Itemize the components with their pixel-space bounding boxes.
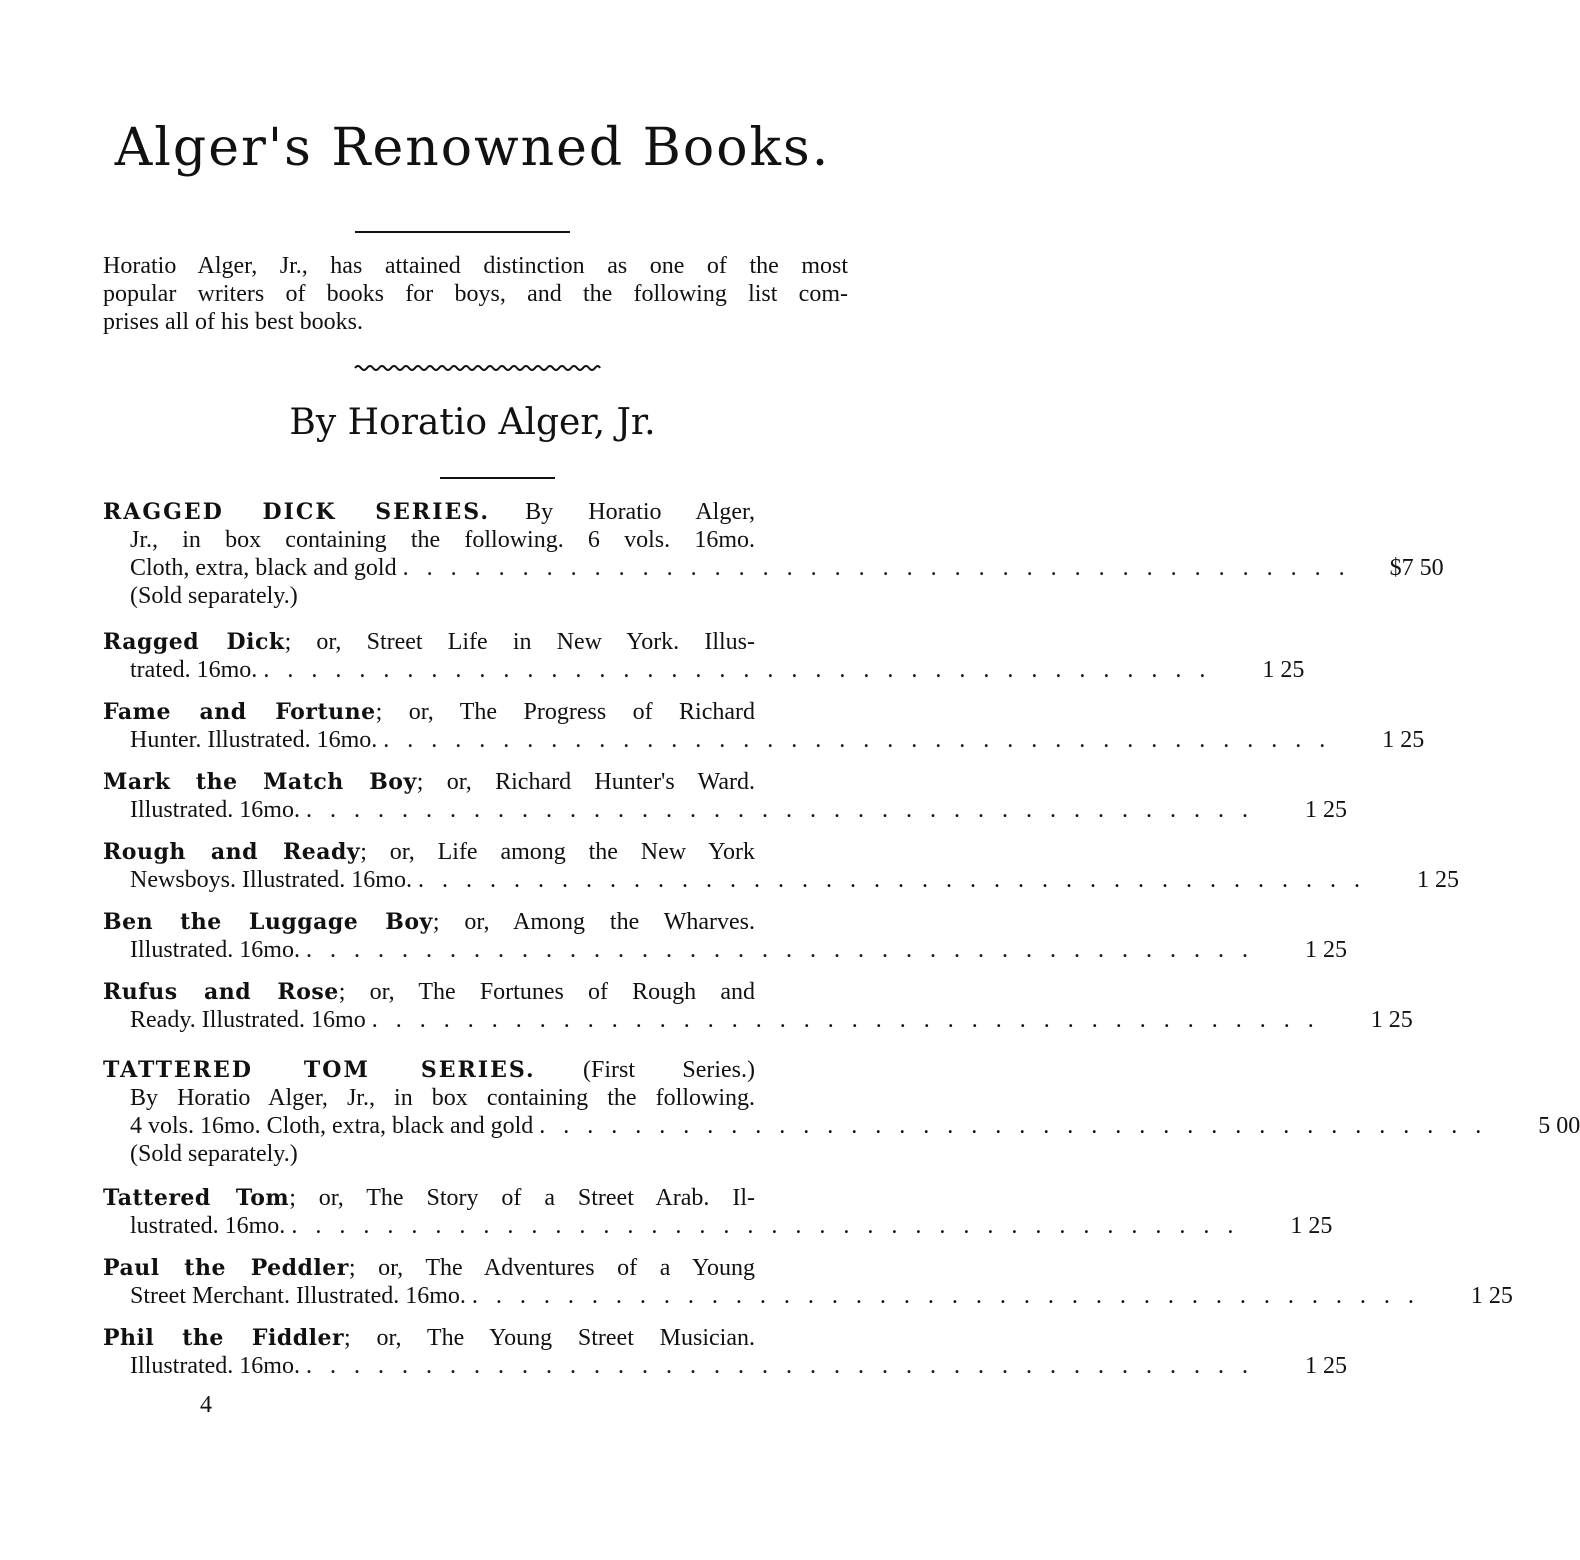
book-entry	[103, 908, 1347, 964]
entry-description: ; or, The Story of a Street Arab. Il-	[289, 1185, 755, 1211]
entry-text: Hunter. Illustrated. 16mo.	[130, 727, 378, 753]
entry-line	[103, 498, 848, 526]
book-title: Ben the Luggage Boy	[103, 909, 433, 935]
entry-text: Illustrated. 16mo.	[130, 1353, 300, 1379]
price: 1 25	[1382, 727, 1425, 753]
entry-text: By Horatio Alger, Jr., in box containing the following.	[130, 1085, 755, 1111]
entry-first-line	[103, 1056, 755, 1084]
entry-description: ; or, The Adventures of a Young	[348, 1255, 755, 1281]
entry-text: lustrated. 16mo.	[130, 1213, 286, 1239]
entry-first-line	[103, 838, 755, 866]
entry-text: trated. 16mo.	[130, 657, 258, 683]
price: 1 25	[1304, 1353, 1347, 1379]
entry-line	[103, 796, 1347, 824]
entry-first-line	[103, 978, 755, 1006]
intro-paragraph	[103, 252, 848, 336]
series-entry	[103, 498, 1444, 610]
book-title: Tattered Tom	[103, 1185, 290, 1211]
entry-first-line	[103, 768, 755, 796]
entry-line	[103, 698, 848, 726]
entry-first-line	[103, 1184, 755, 1212]
dot-leader: . . . . . . . . . . . . . . . . . . . . . . . . . . . . . . . . . . . . . . . .	[402, 555, 1351, 581]
price: 1 25	[1370, 1007, 1413, 1033]
entry-line	[103, 1140, 848, 1168]
entry-line	[103, 838, 848, 866]
book-title: Phil the Fiddler	[103, 1325, 345, 1351]
price: 5 00	[1538, 1113, 1580, 1139]
sold-separately-note: (Sold separately.)	[130, 583, 298, 609]
page-number: 4	[200, 1392, 212, 1418]
entry-line	[103, 1056, 848, 1084]
entry-first-line	[103, 1324, 755, 1352]
dot-leader: . . . . . . . . . . . . . . . . . . . . . . . . . . . . . . . . . . . . . . . .	[305, 937, 1254, 963]
book-entry	[103, 1324, 1347, 1380]
dot-leader: . . . . . . . . . . . . . . . . . . . . . . . . . . . . . . . . . . . . . . . .	[383, 727, 1332, 753]
entry-line	[103, 866, 1459, 894]
book-title: Rufus and Rose	[103, 979, 339, 1005]
entry-line	[103, 1212, 1333, 1240]
dot-leader: . . . . . . . . . . . . . . . . . . . . . . . . . . . . . . . . . . . . . . . .	[471, 1283, 1420, 1309]
entry-text: Newsboys. Illustrated. 16mo.	[130, 867, 412, 893]
author-heading: By Horatio Alger, Jr.	[289, 402, 656, 443]
book-entry	[103, 628, 1305, 684]
price: 1 25	[1416, 867, 1459, 893]
entry-line	[103, 1006, 1413, 1034]
entry-line	[103, 1352, 1347, 1380]
entry-description: (First Series.)	[535, 1057, 756, 1083]
book-entry	[103, 768, 1347, 824]
book-title: Paul the Peddler	[103, 1255, 349, 1281]
entry-line	[103, 978, 848, 1006]
book-entry	[103, 838, 1459, 894]
entry-first-line	[103, 908, 755, 936]
book-entry	[103, 978, 1413, 1034]
entry-line	[103, 582, 848, 610]
wavy-ornament	[355, 362, 600, 374]
entry-first-line	[103, 498, 755, 526]
dot-leader: . . . . . . . . . . . . . . . . . . . . . . . . . . . . . . . . . . . . . . . .	[305, 797, 1254, 823]
entry-line	[103, 908, 848, 936]
entry-text: Illustrated. 16mo.	[130, 797, 300, 823]
entry-description: ; or, The Progress of Richard	[375, 699, 755, 725]
subtitle-rule	[440, 477, 555, 479]
sold-separately-note: (Sold separately.)	[130, 1141, 298, 1167]
price: 1 25	[1290, 1213, 1333, 1239]
entry-description: ; or, The Fortunes of Rough and	[338, 979, 755, 1005]
book-title: TATTERED TOM SERIES.	[103, 1057, 536, 1083]
intro-line: popular writers of books for boys, and the following list com-	[103, 281, 848, 307]
book-entry	[103, 698, 1425, 754]
entry-line	[103, 1184, 848, 1212]
entry-description: ; or, Among the Wharves.	[432, 909, 755, 935]
entry-line	[103, 1254, 848, 1282]
title-rule	[355, 231, 570, 233]
entry-description: ; or, The Young Street Musician.	[344, 1325, 755, 1351]
entry-line	[103, 1084, 848, 1112]
entry-text: Illustrated. 16mo.	[130, 937, 300, 963]
dot-leader: . . . . . . . . . . . . . . . . . . . . . . . . . . . . . . . . . . . . . . . .	[539, 1113, 1488, 1139]
book-title: Ragged Dick	[103, 629, 285, 655]
price: 1 25	[1262, 657, 1305, 683]
entry-line	[103, 554, 1444, 582]
entry-line	[103, 656, 1305, 684]
entry-text: Jr., in box containing the following. 6 vols. 16mo.	[130, 527, 755, 553]
price: 1 25	[1304, 797, 1347, 823]
entry-first-line	[103, 698, 755, 726]
book-title: Rough and Ready	[103, 839, 361, 865]
entry-description: ; or, Street Life in New York. Illus-	[284, 629, 755, 655]
intro-line: prises all of his best books.	[103, 309, 363, 335]
dot-leader: . . . . . . . . . . . . . . . . . . . . . . . . . . . . . . . . . . . . . . . .	[291, 1213, 1240, 1239]
entry-line	[103, 1324, 848, 1352]
dot-leader: . . . . . . . . . . . . . . . . . . . . . . . . . . . . . . . . . . . . . . . .	[263, 657, 1212, 683]
entry-text: Street Merchant. Illustrated. 16mo.	[130, 1283, 466, 1309]
price: 1 25	[1470, 1283, 1513, 1309]
entry-first-line	[103, 1254, 755, 1282]
entry-line	[103, 726, 1425, 754]
intro-line: Horatio Alger, Jr., has attained distinction as one of the most	[103, 253, 848, 279]
series-entry	[103, 1056, 1580, 1168]
entry-text: 4 vols. 16mo. Cloth, extra, black and gold	[130, 1113, 534, 1139]
dot-leader: . . . . . . . . . . . . . . . . . . . . . . . . . . . . . . . . . . . . . . . .	[305, 1353, 1254, 1379]
book-title: Fame and Fortune	[103, 699, 376, 725]
entry-line	[103, 768, 848, 796]
entry-line	[103, 526, 848, 554]
entry-first-line	[103, 628, 755, 656]
entry-description: By Horatio Alger,	[490, 499, 755, 525]
entry-line	[103, 628, 848, 656]
price: 1 25	[1304, 937, 1347, 963]
book-title: Mark the Match Boy	[103, 769, 417, 795]
page-title: Alger's Renowned Books.	[114, 118, 831, 178]
entry-text: Cloth, extra, black and gold	[130, 555, 397, 581]
entry-line	[103, 1112, 1580, 1140]
book-title: RAGGED DICK SERIES.	[103, 499, 491, 525]
entry-line	[103, 936, 1347, 964]
entry-text: Ready. Illustrated. 16mo	[130, 1007, 366, 1033]
book-entry	[103, 1184, 1333, 1240]
entry-description: ; or, Life among the New York	[360, 839, 755, 865]
dot-leader: . . . . . . . . . . . . . . . . . . . . . . . . . . . . . . . . . . . . . . . .	[371, 1007, 1320, 1033]
book-entry	[103, 1254, 1513, 1310]
entry-description: ; or, Richard Hunter's Ward.	[416, 769, 755, 795]
entry-line	[103, 1282, 1513, 1310]
dot-leader: . . . . . . . . . . . . . . . . . . . . . . . . . . . . . . . . . . . . . . . .	[417, 867, 1366, 893]
price: $7 50	[1389, 555, 1444, 581]
